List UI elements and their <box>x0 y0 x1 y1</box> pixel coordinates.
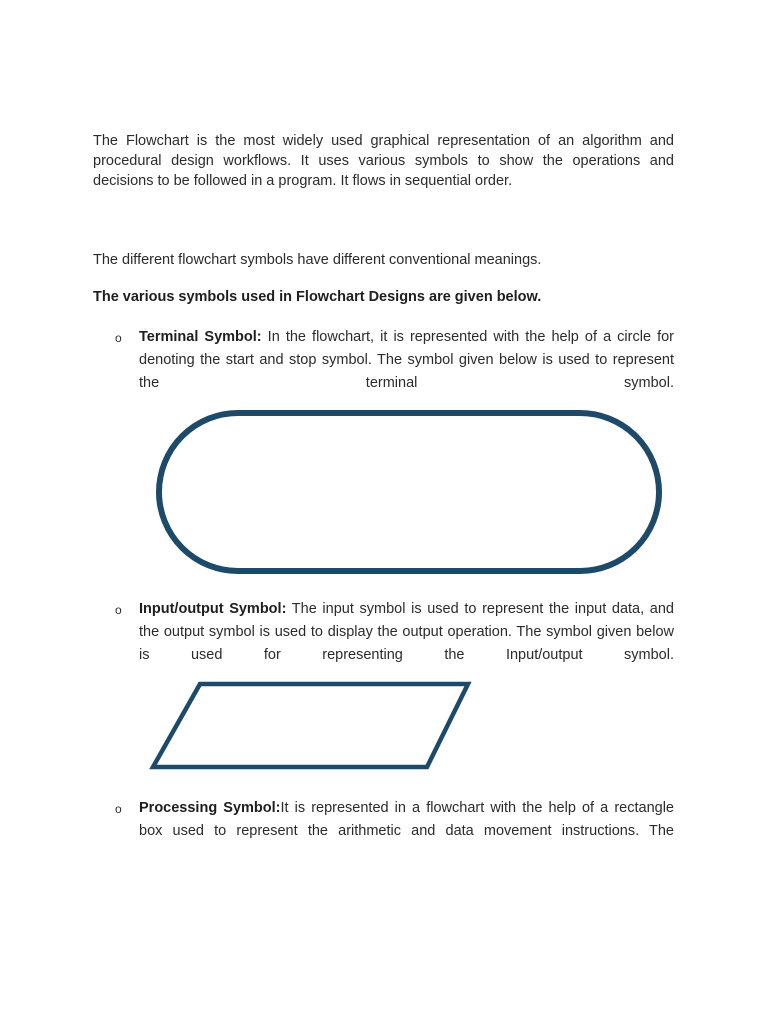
terminal-symbol-item <box>139 326 674 395</box>
intro-paragraph: The Flowchart is the most widely used graphical representation of an algorithm and procedural design workflows. It uses various symbols to show the operations and decisions to be followed in a program. It flows in sequential order. <box>93 133 674 189</box>
terminal-shape-outline <box>159 413 659 571</box>
io-symbol-title: Input/output Symbol: <box>139 601 287 617</box>
bullet-icon: o <box>115 331 122 345</box>
processing-symbol-item <box>139 797 674 843</box>
io-shape-outline <box>153 684 468 767</box>
io-symbol-item <box>139 598 674 667</box>
terminal-symbol-description: In the flowchart, it is represented with the help of a circle for denoting the start and stop symbol. The symbol given below is used to represent the terminal symbol. <box>139 329 674 391</box>
symbols-heading: The various symbols used in Flowchart Designs are given below. <box>93 289 542 305</box>
terminal-symbol-shape <box>150 405 670 580</box>
bullet-icon: o <box>115 802 122 816</box>
io-symbol-description: The input symbol is used to represent the input data, and the output symbol is used to display the output operation. The symbol given below is used for representing the Input/output symbol. <box>139 601 674 663</box>
terminal-symbol-title: Terminal Symbol: <box>139 329 262 345</box>
io-symbol-shape <box>145 675 480 775</box>
different-meanings-paragraph: The different flowchart symbols have different conventional meanings. <box>93 252 542 268</box>
bullet-icon: o <box>115 603 122 617</box>
processing-symbol-description: It is represented in a flowchart with the help of a rectangle box used to represent the arithmetic and data movement instructions. The <box>139 800 674 839</box>
processing-symbol-title: Processing Symbol: <box>139 800 281 816</box>
